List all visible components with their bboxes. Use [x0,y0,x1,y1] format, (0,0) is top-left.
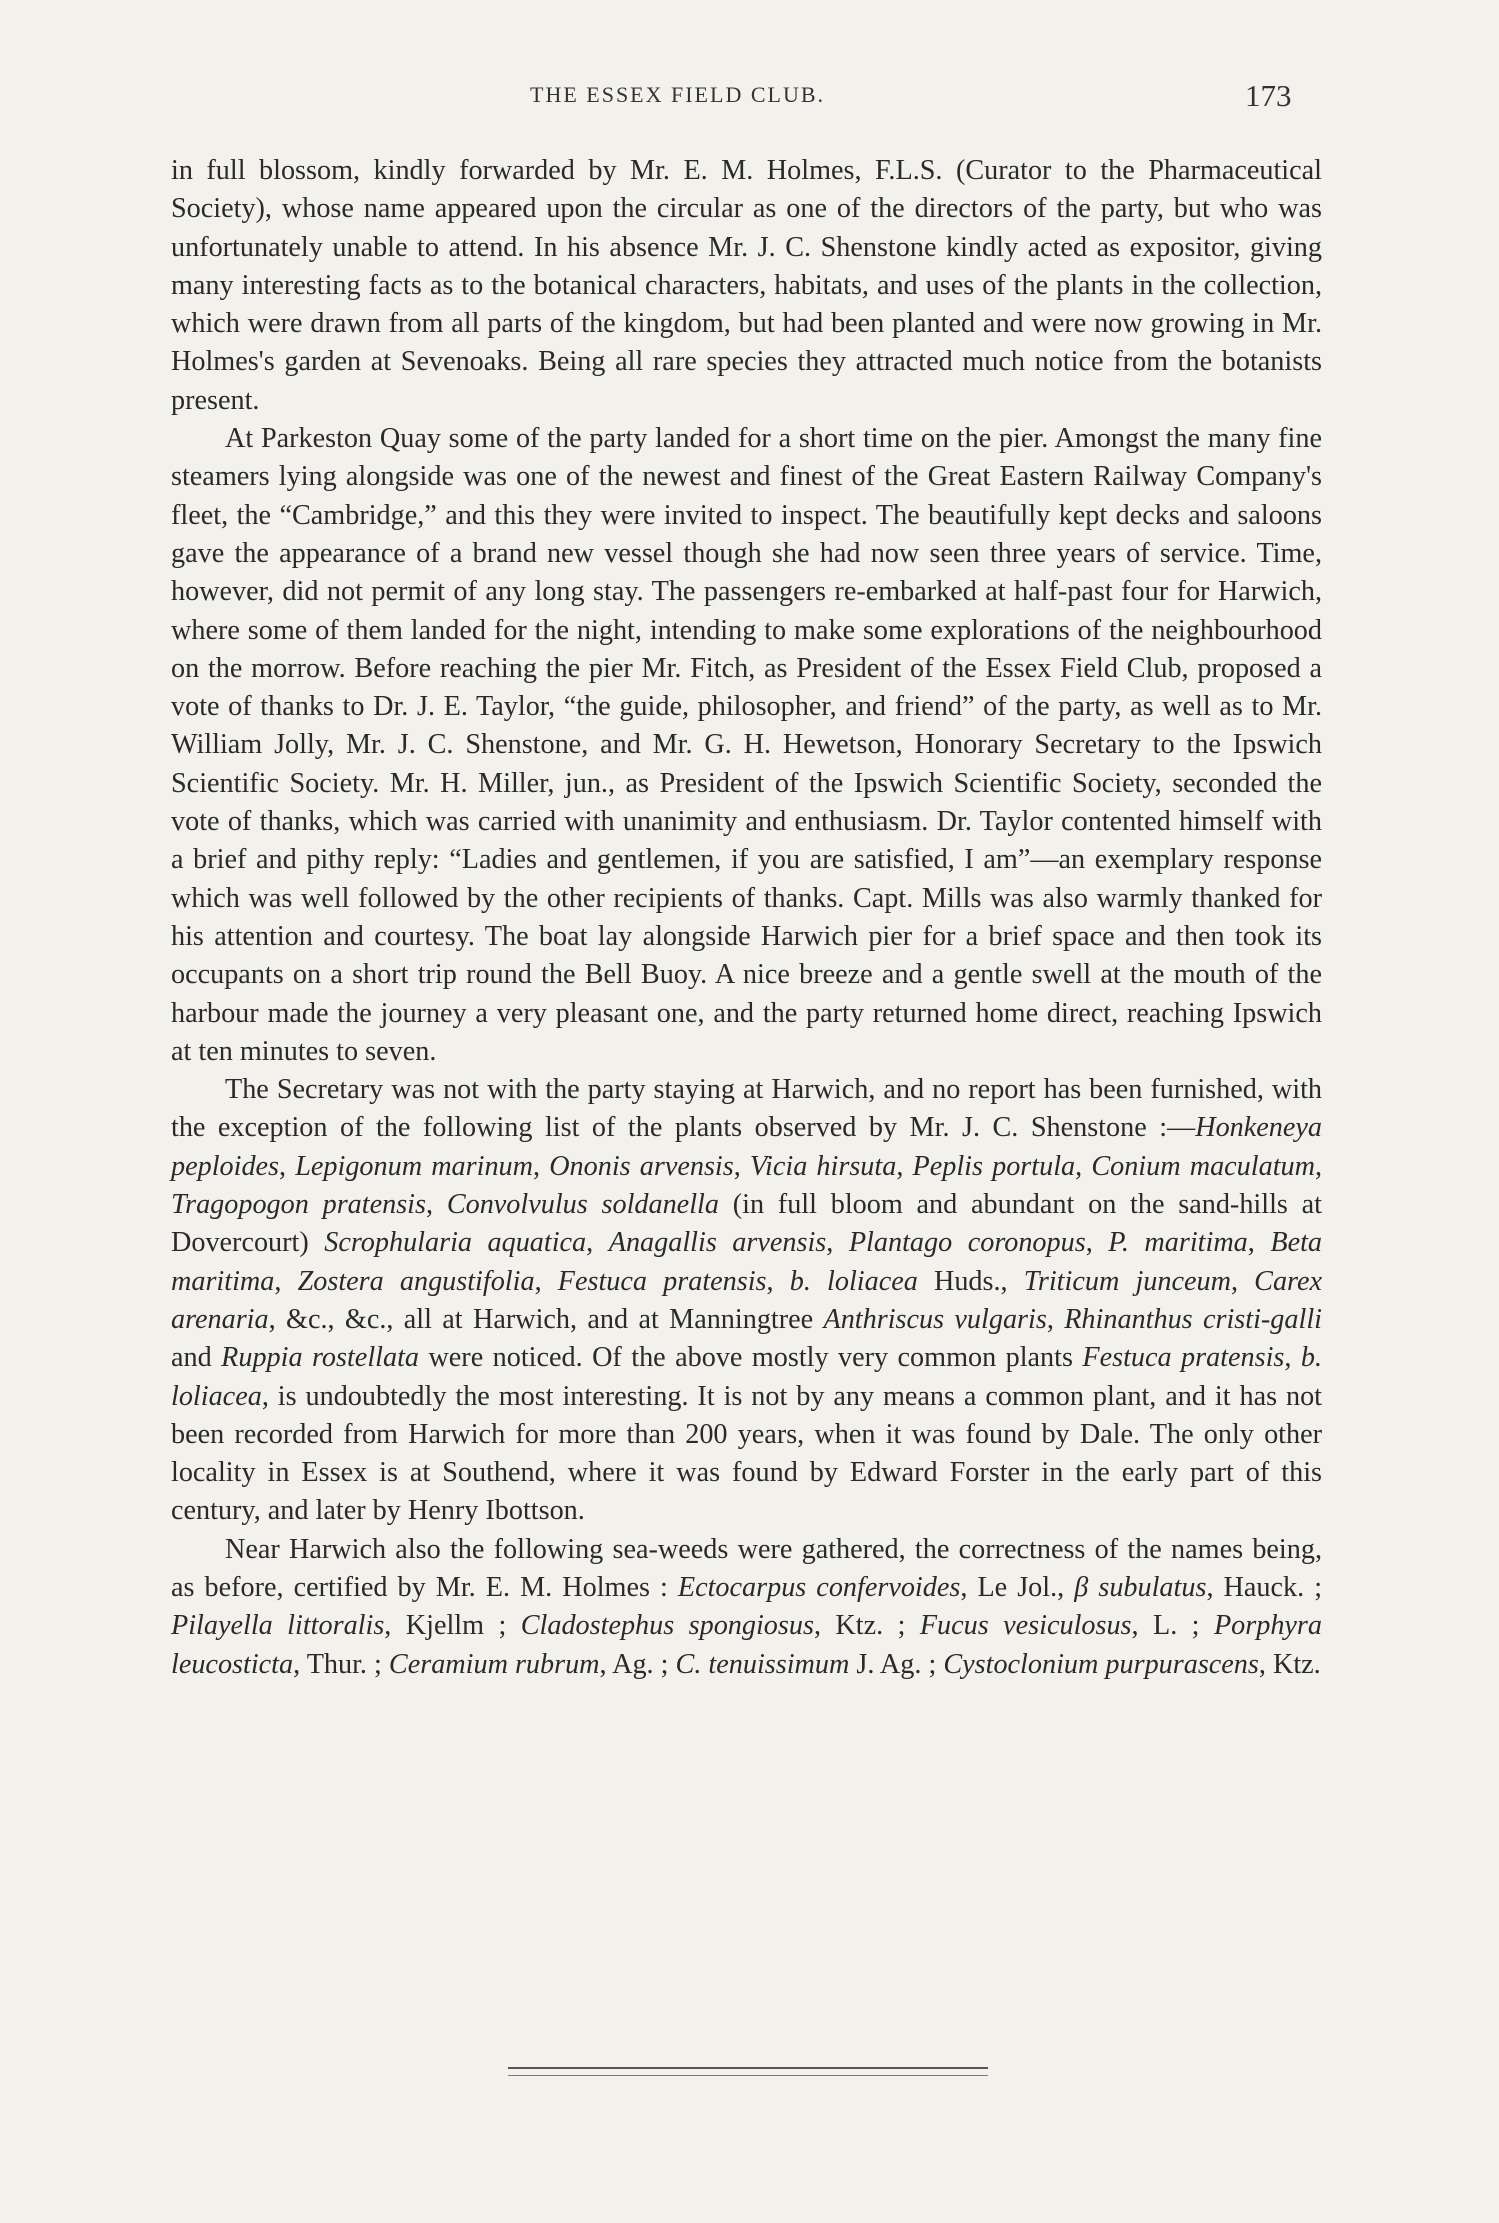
species-name: Pilayella littoralis [171,1610,385,1642]
species-name: Tragopogon pratensis [171,1189,426,1221]
text-run: in full blossom, kindly forwarded by Mr. E. M. Holmes, F.L.S. (Curator to the Pharmaceutical Society), whose name appeared upon the circular as one of the directors of the party, but who was unfortunately unable to attend. In his absence Mr. J. C. Shenstone kindly acted as expositor, giving many interesting facts as to the botanical characters, habitats, and uses of the plants in the collection, which were drawn from all parts of the kingdom, but had been planted and were now growing in Mr. Holmes's garden at Sevenoaks. Being all rare species they attracted much notice from the botanists present. [171,155,1322,416]
text-run: The Secretary was not with the party staying at Harwich, and no report has been furnished, with the exception of the following list of the plants observed by Mr. J. C. Shenstone :— [171,1074,1322,1144]
text-run: , [425,1189,447,1221]
text-run: and [171,1342,222,1374]
species-name: Honkeneya peploides [171,1112,1322,1182]
paragraph [171,1071,1322,1531]
text-run: J. Ag. ; [849,1648,944,1680]
text-run: Huds., [917,1265,1024,1297]
species-name: b. loliacea [789,1265,918,1297]
text-run: , Ag. ; [599,1648,676,1680]
text-run: , [1284,1342,1301,1374]
paragraph [171,152,1322,420]
text-run: , [586,1227,609,1259]
text-run: , is undoubtedly the most interesting. It is not by any means a common plant, and it has not been recorded from Harwich for more than 200 years, when it was found by Dale. The only other locality in Essex is at Southend, where it was found by Edward Forster in the early part of this century, and later by Henry Ibottson. [171,1380,1322,1527]
species-name: Ceramium rubrum [388,1648,600,1680]
text-run: , [1230,1265,1255,1297]
text-run: , [533,1150,550,1182]
text-run: At Parkeston Quay some of the party landed for a short time on the pier. Amongst the many fine steamers lying alongside was one of the newest and finest of the Great Eastern Railway Company's fleet, the “Cambridge,” and this they were invited to inspect. The beautifully kept decks and saloons gave the appearance of a brand new vessel though she had now seen three years of service. Time, however, did not permit of any long stay. The passengers re-embarked at half-past four for Harwich, where some of them landed for the night, intending to make some explorations of the neighbourhood on the morrow. Before reaching the pier Mr. Fitch, as President of the Essex Field Club, proposed a vote of thanks to Dr. J. E. Taylor, “the guide, philosopher, and friend” of the party, as well as to Mr. William Jolly, Mr. J. C. Shenstone, and Mr. G. H. Hewetson, Honorary Secretary to the Ipswich Scientific Society. Mr. H. Miller, jun., as President of the Ipswich Scientific Society, seconded the vote of thanks, which was carried with unanimity and enthusiasm. Dr. Taylor contented himself with a brief and pithy reply: “Ladies and gentlemen, if you are satisfied, I am”—an exemplary response which was well followed by the other recipients of thanks. Capt. Mills was also warmly thanked for his attention and courtesy. The boat lay alongside Harwich pier for a brief space and then took its occupants on a short trip round the Bell Buoy. A nice breeze and a gentle swell at the mouth of the harbour made the journey a very pleasant one, and the party returned home direct, reaching Ipswich at ten minutes to seven. [171,423,1322,1067]
species-name: Rhinanthus cristi-galli [1064,1303,1322,1335]
running-head [0,78,1499,122]
running-title: THE ESSEX FIELD CLUB. [530,82,825,107]
species-name: Beta maritima [171,1227,1323,1297]
text-run: , [766,1265,790,1297]
text-run: (in full bloom and abundant on the sand-hills at Dovercourt) [171,1189,1322,1259]
species-name: Ectocarpus confervoides [677,1571,961,1603]
text-run: , [274,1265,298,1297]
paragraph [171,1531,1322,1684]
species-name: Ruppia rostellata [221,1342,420,1374]
text-run: , L. ; [1131,1610,1214,1642]
species-name: Fucus vesiculosus [919,1610,1132,1642]
species-name: Festuca pratensis [557,1265,767,1297]
species-name: Porphyra leucosticta [171,1610,1322,1680]
body-text [171,152,1322,1684]
text-run: , Hauck. ; [1206,1571,1323,1603]
text-run: , Thur. ; [293,1648,389,1680]
species-name: Peplis portula [912,1150,1076,1182]
text-run: , [896,1150,913,1182]
species-name: Ononis arvensis [549,1150,734,1182]
species-name: Cladostephus spongiosus [520,1610,814,1642]
species-name: Scrophularia aquatica [324,1227,587,1259]
section-end-rule [508,2067,988,2076]
text-run: , &c., &c., all at Harwich, and at Manningtree [268,1303,824,1335]
paragraph [171,420,1322,1071]
text-run: , [1085,1227,1109,1259]
text-run: , [733,1150,750,1182]
species-name: Conium maculatum [1091,1150,1315,1182]
species-name: Anthriscus vulgaris [823,1303,1047,1335]
species-name: Festuca pratensis [1082,1342,1285,1374]
species-name: Lepigonum marinum [295,1150,533,1182]
text-run: , [826,1227,849,1259]
species-name: Convolvulus soldanella [446,1189,719,1221]
page-number: 173 [1245,78,1292,113]
species-name: P. maritima [1108,1227,1248,1259]
species-name: b. loliacea [171,1342,1323,1412]
species-name: Zostera angustifolia [297,1265,535,1297]
text-run: , [534,1265,558,1297]
species-name: Cystoclonium purpurascens [943,1648,1259,1680]
text-run: , [1247,1227,1271,1259]
text-run: , [1046,1303,1065,1335]
text-run: , Ktz. ; [813,1610,920,1642]
species-name: Triticum junceum [1023,1265,1231,1297]
text-run: , [279,1150,296,1182]
text-run: , Le Jol., [960,1571,1075,1603]
species-name: Vicia hirsuta [749,1150,897,1182]
text-run: Near Harwich also the following sea-weeds were gathered, the correctness of the names being, as before, certified by Mr. E. M. Holmes : [171,1533,1322,1603]
species-name: Anagallis arvensis [608,1227,827,1259]
text-run: , [1314,1150,1323,1182]
species-name: Carex arenaria [171,1265,1322,1335]
species-name: Plantago coronopus [848,1227,1086,1259]
text-run: , [1075,1150,1092,1182]
text-run: , Ktz. [1258,1648,1321,1680]
text-run: were noticed. Of the above mostly very common plants [419,1342,1083,1374]
species-name: C. tenuissimum [675,1648,850,1680]
text-run: , Kjellm ; [384,1610,521,1642]
species-name: β subulatus [1074,1571,1207,1603]
